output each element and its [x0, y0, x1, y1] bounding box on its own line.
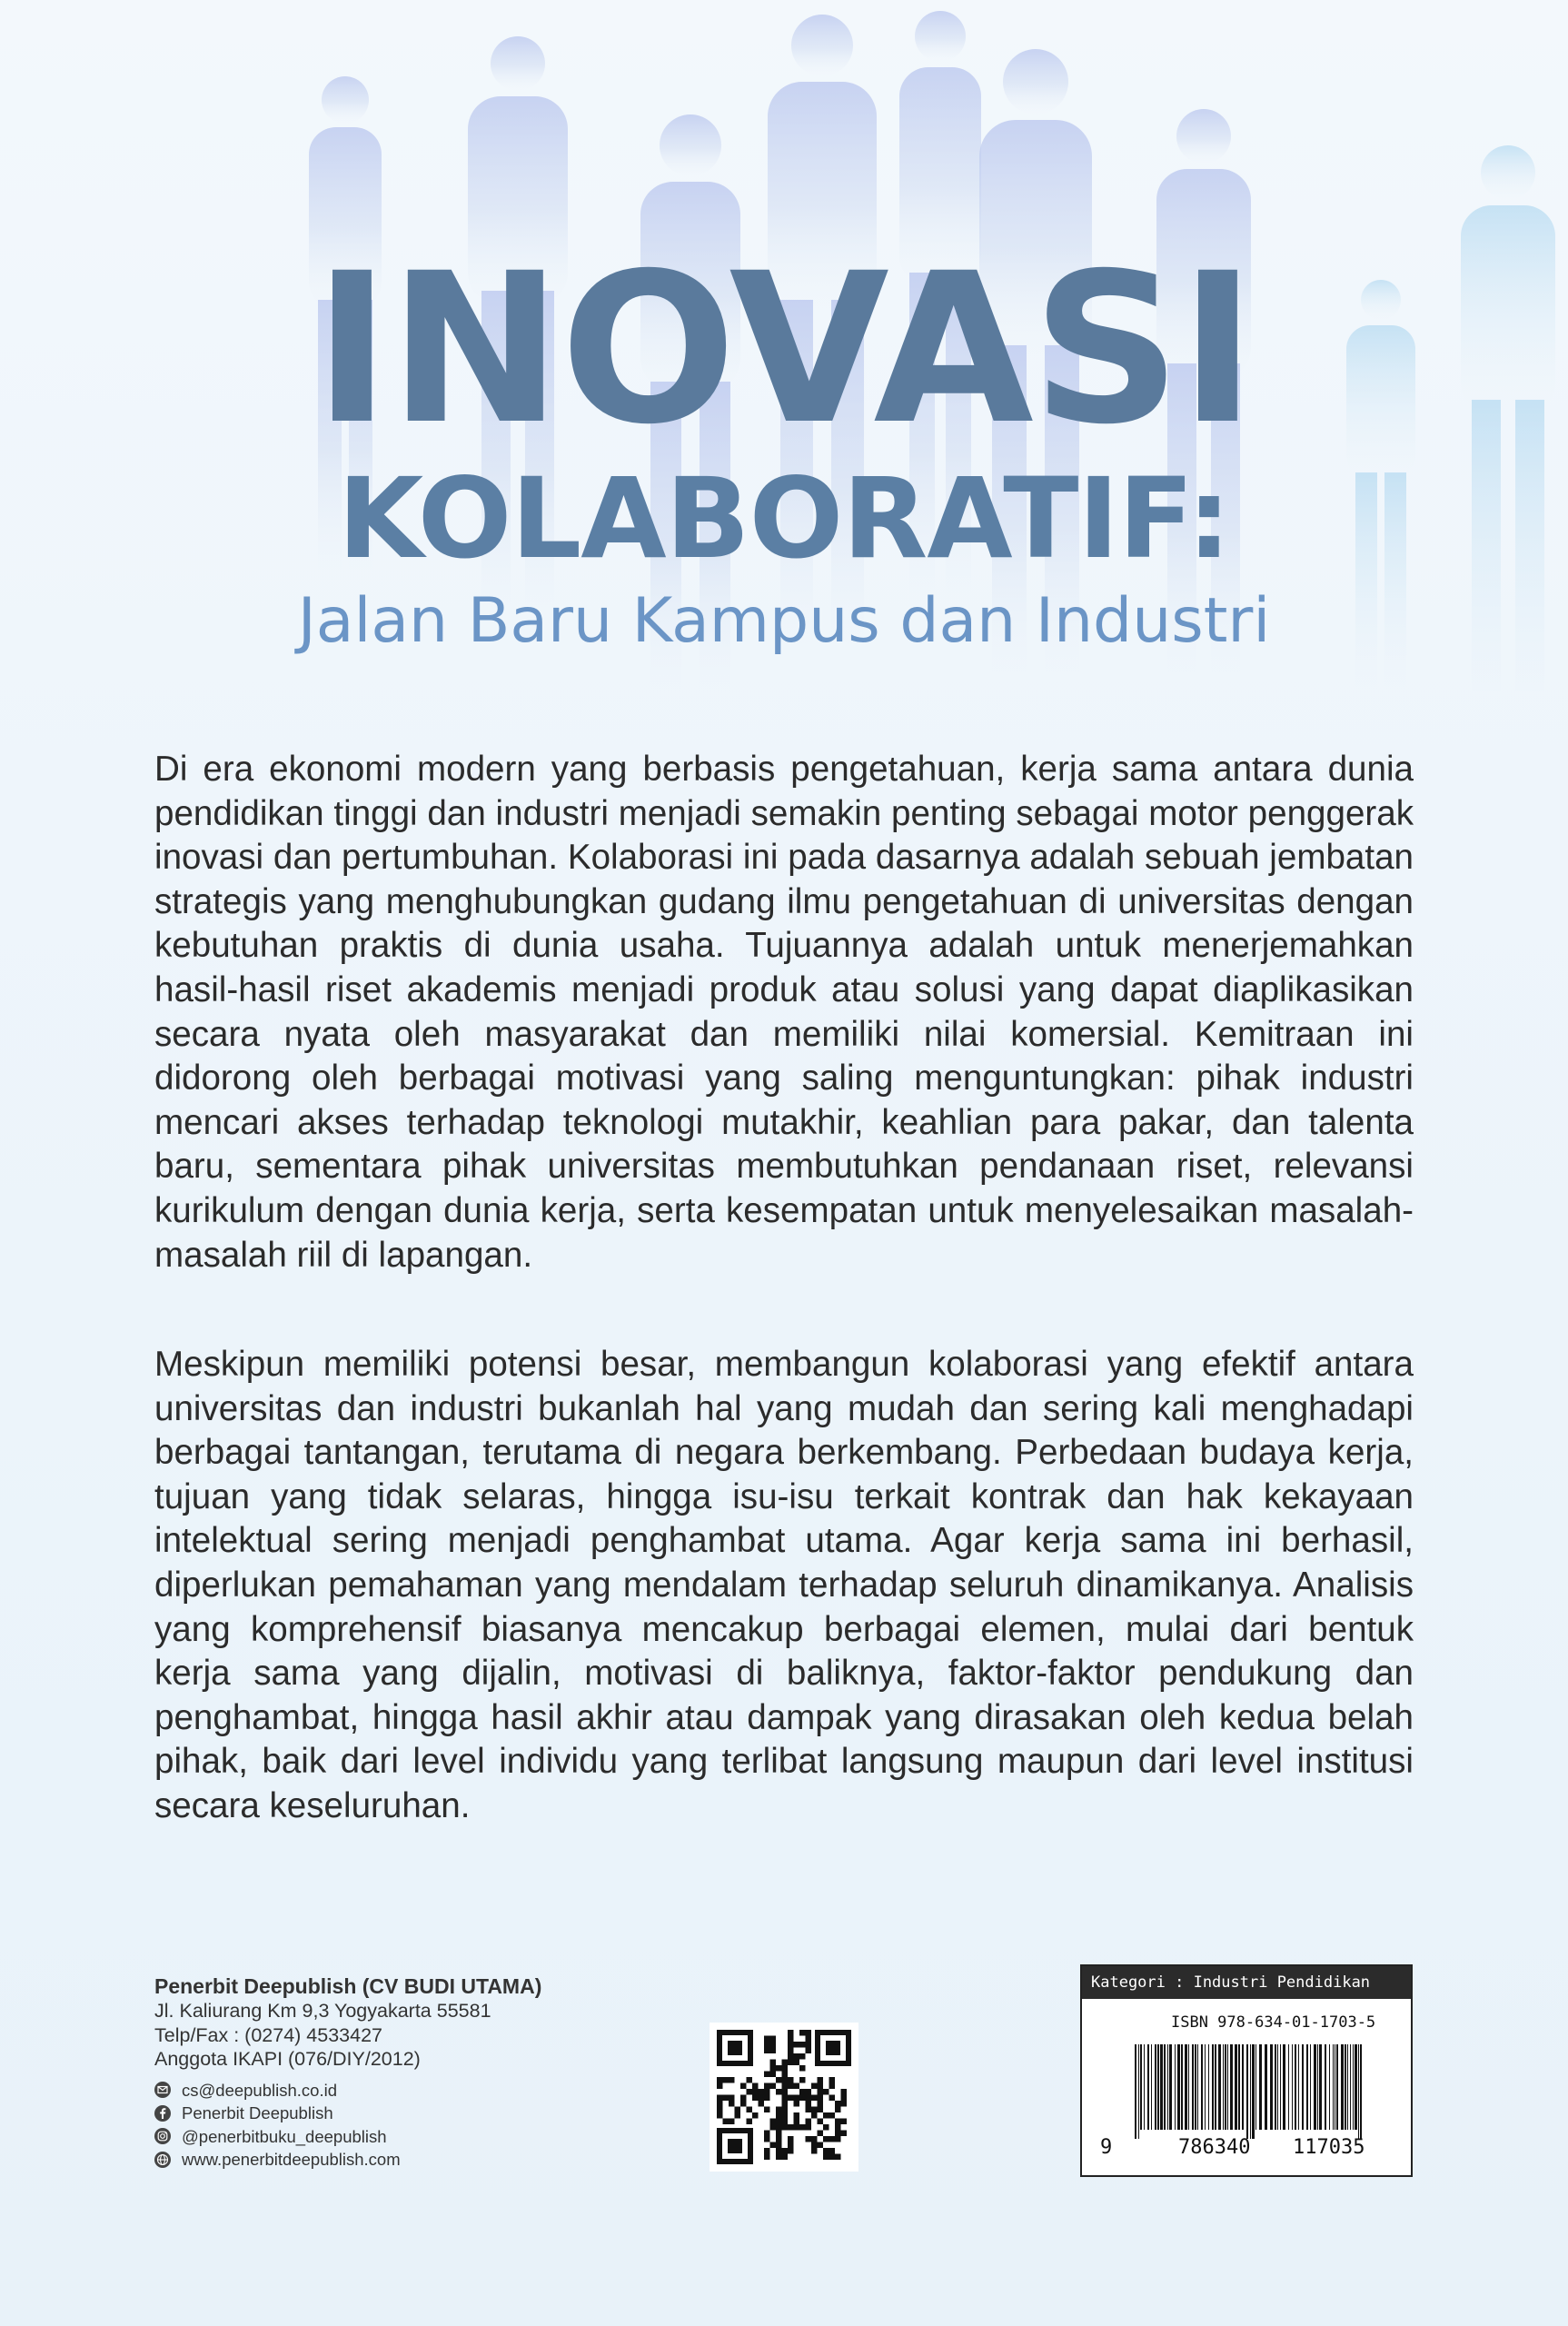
contact-email	[154, 2079, 541, 2102]
book-subtitle: Jalan Baru Kampus dan Industri	[297, 585, 1271, 657]
synopsis-paragraph-2: Meskipun memiliki potensi besar, membangun kolaborasi yang efektif antara universitas dan industri bukanlah hal yang mudah dan sering kali menghadapi berbagai tantangan, terutama di negara berkembang. Perbedaan budaya kerja, tujuan yang tidak selaras, hingga isu-isu terkait kontrak dan hak kekayaan intelektual sering menjadi penghambat utama. Agar kerja sama ini berhasil, diperlukan pemahaman yang mendalam terhadap seluruh dinamikanya. Analisis yang komprehensif biasanya mencakup berbagai elemen, mulai dari bentuk kerja sama yang dijalin, motivasi di baliknya, faktor-faktor pendukung dan penghambat, hingga hasil akhir atau dampak yang dirasakan oleh kedua belah pihak, baik dari level individu yang terlibat langsung maupun dari level institusi secara keseluruhan.	[154, 1345, 1414, 1825]
publisher-address: Jl. Kaliurang Km 9,3 Yogyakarta 55581	[154, 2000, 491, 2022]
isbn-number: ISBN 978-634-01-1703-5	[1171, 2013, 1376, 2032]
category-label: Kategori : Industri Pendidikan	[1082, 1966, 1411, 1999]
contact-email-text: cs@deepublish.co.id	[182, 2080, 337, 2100]
barcode-first-digit: 9	[1100, 2136, 1113, 2159]
contact-list	[154, 2079, 541, 2172]
publisher-ikapi: Anggota IKAPI (076/DIY/2012)	[154, 2048, 421, 2070]
barcode-right-digits: 117035	[1293, 2136, 1365, 2159]
contact-website	[154, 2148, 541, 2172]
contact-facebook-text: Penerbit Deepublish	[182, 2103, 333, 2122]
isbn-barcode-box	[1080, 1964, 1413, 2177]
publisher-phone: Telp/Fax : (0274) 4533427	[154, 2023, 382, 2046]
facebook-icon	[154, 2105, 171, 2122]
publisher-name: Penerbit Deepublish (CV BUDI UTAMA)	[154, 1974, 542, 1998]
contact-website-text: www.penerbitdeepublish.com	[182, 2150, 401, 2169]
synopsis-paragraph-1: Di era ekonomi modern yang berbasis pengetahuan, kerja sama antara dunia pendidikan tinggi dan industri menjadi semakin penting sebagai motor penggerak inovasi dan pertumbuhan. Kolaborasi ini pada dasarnya adalah sebuah jembatan strategis yang menghubungkan gudang ilmu pengetahuan di universitas dengan kebutuhan praktis di dunia usaha. Tujuannya adalah untuk menerjemahkan hasil-hasil riset akademis menjadi produk atau solusi yang dapat diaplikasikan secara nyata oleh masyarakat dan memiliki nilai komersial. Kemitraan ini didorong oleh berbagai motivasi yang saling menguntungkan: pihak industri mencari akses terhadap teknologi mutakhir, keahlian para pakar, dan talenta baru, sementara pihak universitas membutuhkan pendanaan riset, relevansi kurikulum dengan dunia kerja, serta kesempatan untuk menyelesaikan masalah-masalah riil di lapangan.	[154, 750, 1414, 1275]
contact-instagram-text: @penerbitbuku_deepublish	[182, 2126, 387, 2146]
contact-facebook	[154, 2102, 541, 2125]
contact-instagram	[154, 2125, 541, 2149]
qr-code	[710, 2023, 858, 2172]
barcode-left-digits: 786340	[1178, 2136, 1251, 2159]
email-icon	[154, 2082, 171, 2098]
barcode	[1133, 2044, 1365, 2139]
book-title-line2: KOLABORATIF:	[337, 454, 1231, 583]
globe-icon	[154, 2152, 171, 2168]
book-title-line1: INOVASI	[313, 228, 1255, 470]
instagram-icon	[154, 2128, 171, 2144]
publisher-info	[154, 1973, 541, 2172]
